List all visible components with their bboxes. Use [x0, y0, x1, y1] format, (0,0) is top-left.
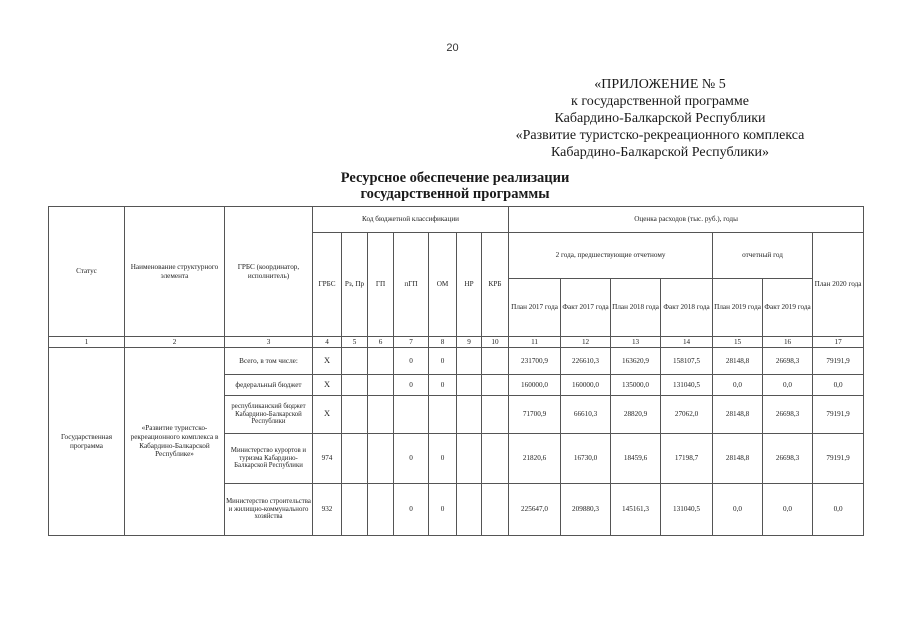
header-name: Наименование структурного элемента: [125, 207, 225, 337]
column-number-row: [49, 337, 864, 348]
header-year: План 2018 года: [611, 279, 661, 337]
header-year: Факт 2018 года: [661, 279, 713, 337]
value-cell: 0,0: [813, 484, 864, 536]
column-number: 13: [611, 337, 661, 348]
pgp-cell: 0: [394, 434, 429, 484]
value-cell: 66610,3: [561, 396, 611, 434]
empty-cell: [368, 348, 394, 375]
header-year: План 2019 года: [713, 279, 763, 337]
header-code: ГРБС: [313, 233, 342, 337]
value-cell: 0,0: [713, 375, 763, 396]
value-cell: 16730,0: [561, 434, 611, 484]
header-estimate: Оценка расходов (тыс. руб.), годы: [509, 207, 864, 233]
pgp-cell: 0: [394, 484, 429, 536]
empty-cell: [482, 434, 509, 484]
empty-cell: [482, 484, 509, 536]
empty-cell: [368, 484, 394, 536]
header-budget-code: Код бюджетной классификации: [313, 207, 509, 233]
pgp-cell: 0: [394, 375, 429, 396]
header-year: Факт 2019 года: [763, 279, 813, 337]
value-cell: 131040,5: [661, 484, 713, 536]
pgp-cell: 0: [394, 348, 429, 375]
empty-cell: [342, 484, 368, 536]
program-name-cell: «Развитие туристско-рекреационного комплекса в Кабардино-Балкарской Республике»: [125, 348, 225, 536]
row-label: Министерство строительства и жилищно-коммунального хозяйства: [225, 484, 313, 536]
table-row: [49, 348, 864, 375]
value-cell: 0,0: [763, 484, 813, 536]
empty-cell: [368, 396, 394, 434]
header-code: Рз, Пр: [342, 233, 368, 337]
value-cell: 131040,5: [661, 375, 713, 396]
header-status: Статус: [49, 207, 125, 337]
value-cell: 158107,5: [661, 348, 713, 375]
om-cell: 0: [429, 484, 457, 536]
grbs-cell: Х: [313, 396, 342, 434]
row-label: республиканский бюджет Кабардино-Балкарской Республики: [225, 396, 313, 434]
value-cell: 225647,0: [509, 484, 561, 536]
empty-cell: [457, 396, 482, 434]
value-cell: 0,0: [763, 375, 813, 396]
value-cell: 0,0: [713, 484, 763, 536]
column-number: 1: [49, 337, 125, 348]
pgp-cell: [394, 396, 429, 434]
row-label: Министерство курортов и туризма Кабардино-Балкарской Республики: [225, 434, 313, 484]
column-number: 3: [225, 337, 313, 348]
column-number: 10: [482, 337, 509, 348]
empty-cell: [482, 348, 509, 375]
header-code: ОМ: [429, 233, 457, 337]
header-code: пГП: [394, 233, 429, 337]
appendix-line: «ПРИЛОЖЕНИЕ № 5: [594, 77, 726, 92]
appendix-header: [470, 76, 850, 161]
title-line: государственной программы: [360, 186, 550, 202]
empty-cell: [368, 434, 394, 484]
value-cell: 26698,3: [763, 396, 813, 434]
value-cell: 79191,9: [813, 348, 864, 375]
grbs-cell: Х: [313, 348, 342, 375]
header-code: КРБ: [482, 233, 509, 337]
column-number: 7: [394, 337, 429, 348]
column-number: 6: [368, 337, 394, 348]
value-cell: 209880,3: [561, 484, 611, 536]
header-report-year: отчетный год: [713, 233, 813, 279]
value-cell: 28820,9: [611, 396, 661, 434]
value-cell: 231700,9: [509, 348, 561, 375]
appendix-line: «Развитие туристско-рекреационного комплекса: [515, 128, 805, 143]
column-number: 4: [313, 337, 342, 348]
value-cell: 21820,6: [509, 434, 561, 484]
column-number: 2: [125, 337, 225, 348]
resource-table: [48, 206, 864, 536]
empty-cell: [368, 375, 394, 396]
appendix-line: Кабардино-Балкарской Республики»: [551, 145, 769, 160]
document-title: [250, 170, 660, 202]
column-number: 17: [813, 337, 864, 348]
value-cell: 71700,9: [509, 396, 561, 434]
page-number: 20: [446, 42, 459, 54]
column-number: 11: [509, 337, 561, 348]
value-cell: 28148,8: [713, 348, 763, 375]
empty-cell: [457, 484, 482, 536]
empty-cell: [342, 434, 368, 484]
row-label: федеральный бюджет: [225, 375, 313, 396]
value-cell: 79191,9: [813, 434, 864, 484]
empty-cell: [457, 434, 482, 484]
header-two-years: 2 года, предшествующие отчетному: [509, 233, 713, 279]
value-cell: 135000,0: [611, 375, 661, 396]
value-cell: 160000,0: [561, 375, 611, 396]
column-number: 16: [763, 337, 813, 348]
grbs-cell: 932: [313, 484, 342, 536]
value-cell: 160000,0: [509, 375, 561, 396]
value-cell: 0,0: [813, 375, 864, 396]
value-cell: 27062,0: [661, 396, 713, 434]
column-number: 9: [457, 337, 482, 348]
value-cell: 28148,8: [713, 396, 763, 434]
header-year: План 2017 года: [509, 279, 561, 337]
column-number: 14: [661, 337, 713, 348]
grbs-cell: 974: [313, 434, 342, 484]
empty-cell: [342, 348, 368, 375]
grbs-cell: Х: [313, 375, 342, 396]
om-cell: 0: [429, 348, 457, 375]
empty-cell: [457, 375, 482, 396]
header-grbs-coordinator: ГРБС (координатор, исполнитель): [225, 207, 313, 337]
value-cell: 145161,3: [611, 484, 661, 536]
row-label: Всего, в том числе:: [225, 348, 313, 375]
header-plan-2020: План 2020 года: [813, 233, 864, 337]
om-cell: [429, 396, 457, 434]
value-cell: 17198,7: [661, 434, 713, 484]
value-cell: 226610,3: [561, 348, 611, 375]
column-number: 8: [429, 337, 457, 348]
appendix-line: к государственной программе: [571, 94, 749, 109]
empty-cell: [482, 396, 509, 434]
status-cell: Государственная программа: [49, 348, 125, 536]
header-code: ГП: [368, 233, 394, 337]
empty-cell: [457, 348, 482, 375]
value-cell: 163620,9: [611, 348, 661, 375]
column-number: 12: [561, 337, 611, 348]
empty-cell: [342, 375, 368, 396]
value-cell: 26698,3: [763, 348, 813, 375]
empty-cell: [342, 396, 368, 434]
value-cell: 79191,9: [813, 396, 864, 434]
om-cell: 0: [429, 375, 457, 396]
title-line: Ресурсное обеспечение реализации: [340, 170, 570, 186]
empty-cell: [482, 375, 509, 396]
value-cell: 18459,6: [611, 434, 661, 484]
appendix-line: Кабардино-Балкарской Республики: [554, 111, 766, 126]
header-year: Факт 2017 года: [561, 279, 611, 337]
header-code: НР: [457, 233, 482, 337]
column-number: 5: [342, 337, 368, 348]
value-cell: 28148,8: [713, 434, 763, 484]
column-number: 15: [713, 337, 763, 348]
value-cell: 26698,3: [763, 434, 813, 484]
om-cell: 0: [429, 434, 457, 484]
